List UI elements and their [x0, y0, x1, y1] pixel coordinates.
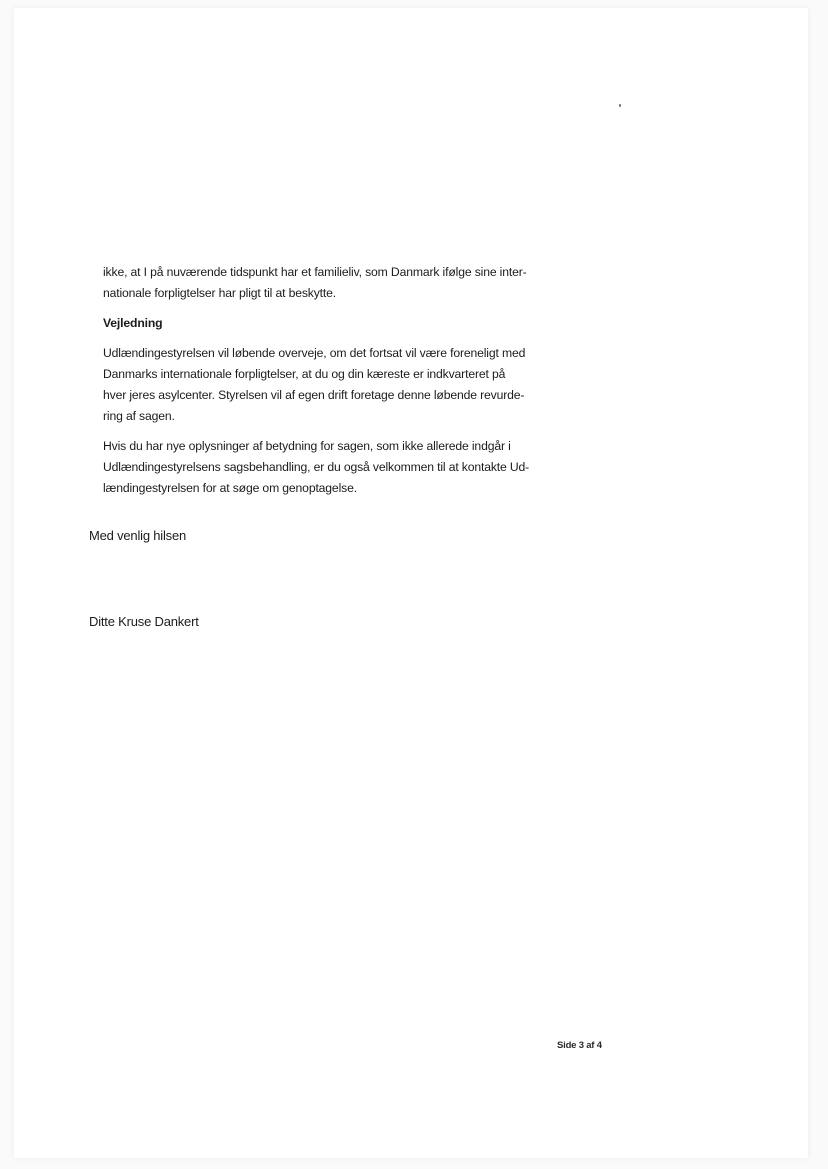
- closing-salutation: Med venlig hilsen: [89, 528, 187, 543]
- intro-paragraph: [103, 262, 603, 304]
- text-line: Danmarks internationale forpligtelser, at du og din kæreste er indkvarteret på: [103, 367, 506, 381]
- text-line: ikke, at I på nuværende tidspunkt har et familieliv, som Danmark ifølge sine inter-: [103, 265, 527, 279]
- page-number: Side 3 af 4: [557, 1040, 602, 1051]
- letter-body: [103, 262, 603, 508]
- document-page: [14, 8, 808, 1158]
- signature-name: Ditte Kruse Dankert: [89, 614, 199, 629]
- text-line: ring af sagen.: [103, 409, 175, 423]
- text-line: lændingestyrelsen for at søge om genoptagelse.: [103, 481, 357, 495]
- section-heading: Vejledning: [103, 316, 163, 330]
- text-line: hver jeres asylcenter. Styrelsen vil af egen drift foretage denne løbende revurde-: [103, 388, 525, 402]
- text-line: Udlændingestyrelsen vil løbende overveje, om det fortsat vil være foreneligt med: [103, 346, 526, 360]
- scan-speck: [619, 104, 621, 107]
- text-line: Hvis du har nye oplysninger af betydning for sagen, som ikke allerede indgår i: [103, 439, 511, 453]
- guidance-paragraph: [103, 343, 603, 427]
- text-line: Udlændingestyrelsens sagsbehandling, er du også velkommen til at kontakte Ud-: [103, 460, 530, 474]
- reopening-paragraph: [103, 436, 603, 499]
- text-line: nationale forpligtelser har pligt til at beskytte.: [103, 286, 336, 300]
